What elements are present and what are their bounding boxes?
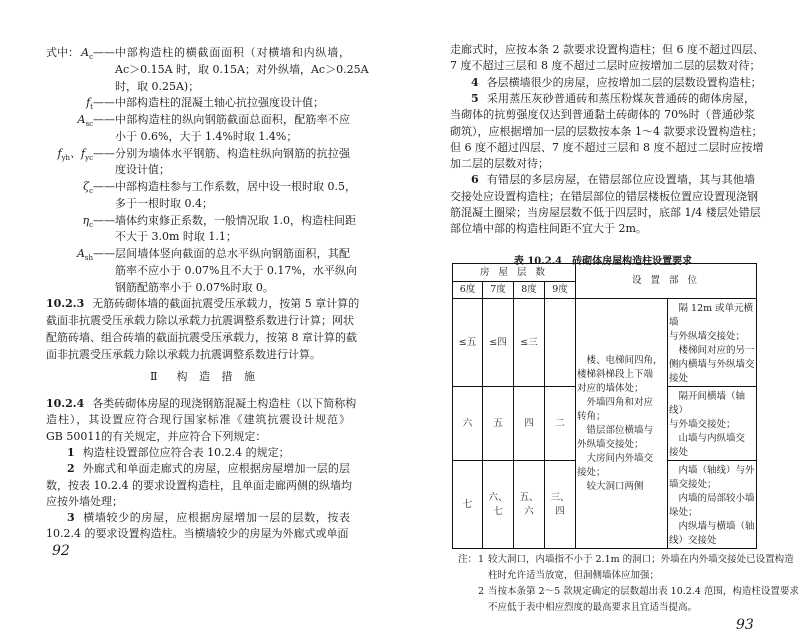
clause-10-2-3-text: 无筋砖砌体墙的截面抗震受压承载力，按第 5 章计算的 <box>92 297 360 311</box>
construction-column-table <box>452 263 757 549</box>
list-item-line <box>67 462 350 476</box>
list-item-line <box>67 446 350 460</box>
note-line: 柱时允许适当放宽，但洞侧墙体应加强； <box>488 570 660 581</box>
common-location-line: 外纵墙交接处； <box>577 438 644 450</box>
list-item-text: 交接处应设置构造柱；在错层部位的错层楼板位置应设置现浇钢 <box>450 189 758 203</box>
list-item-text: 10.2.4 的要求设置构造柱。当横墙较少的房屋为外廊式或单面 <box>46 527 349 541</box>
common-location-line: 楼梯斜梯段上下端 <box>577 368 654 380</box>
clause-10-2-3-text: 截面非抗震受压承载力除以承载力抗震调整系数进行计算；网状 <box>46 314 354 327</box>
list-item-text: 但 6 度不超过四层、7 度不超过三层和 8 度不超过二层时应按增 <box>450 140 764 154</box>
page-number: 93 <box>736 617 754 633</box>
note-number: 1 <box>478 554 485 565</box>
clause-10-2-4-text: 各类砖砌体房屋的现浇钢筋混凝土构造柱（以下简称构 <box>92 397 357 410</box>
clause-10-2-3-text: 面非抗震受压承载力除以承载力抗震调整系数进行计算。 <box>46 347 321 361</box>
floor-count-cell: 五 <box>483 387 514 461</box>
specific-location-line: 内纵墙与横墙（轴 <box>669 521 755 532</box>
table-caption: 表 10.2.4 砖砌体房屋构造柱设置要求 <box>513 256 693 267</box>
definition-line: 分别为墙体水平钢筋、构造柱纵向钢筋的抗拉强 <box>115 146 350 160</box>
floor-count-cell: ≤五 <box>453 299 483 387</box>
specific-location-line: 楼梯间对应的另一 <box>669 345 755 356</box>
specific-location-line: 内墙（轴线）与外 <box>669 465 755 476</box>
specific-location-line: 山墙与内纵墙交 <box>669 433 746 444</box>
floor-count-cell: 二 <box>545 387 576 461</box>
list-item-text: 数，按表 10.2.4 的要求设置构造柱，且单面走廊两侧的纵墙均 <box>46 478 352 492</box>
definition-dash: —— <box>93 180 115 193</box>
list-item-line <box>471 75 762 90</box>
list-item-text: 有错层的多层房屋，在错层部位应设置墙，其与其他墙 <box>486 173 755 187</box>
specific-location-line: 隔 12m 或单元横墙 <box>669 303 754 328</box>
column-header-location: 设 置 部 位 <box>576 264 757 299</box>
list-item-number: 4 <box>471 75 479 89</box>
specific-location-cell <box>668 299 757 387</box>
degree-header: 6度 <box>453 282 483 299</box>
definition-line: 钢筋配筋率小于 0.07%时取 0。 <box>115 280 274 294</box>
specific-location-line: 内墙的局部较小墙 <box>669 493 755 504</box>
specific-location-cell <box>668 461 757 549</box>
symbol-base: η <box>82 213 90 227</box>
specific-location-line: 线）交接处 <box>669 535 717 546</box>
specific-location-line: 接处 <box>669 447 689 458</box>
floor-count-cell: 五、六 <box>514 461 545 549</box>
degree-header: 8度 <box>514 282 545 299</box>
common-location-line: 外墙四角和对应 <box>577 396 654 408</box>
clause-10-2-3-line <box>46 297 360 311</box>
list-item-text: 筋混凝土圈梁；当房屋层数不低于四层时，底部 1/4 楼层处错层 <box>450 206 761 219</box>
note-line: 较大洞口，内墙指不小于 2.1m 的洞口；外墙在内外墙交接处已设置构造 <box>488 554 794 565</box>
specific-location-line: 垛处； <box>669 507 698 518</box>
common-location-line: 错层部位横墙与 <box>577 424 654 436</box>
list-item-line <box>450 157 755 171</box>
floor-count-cell <box>545 299 576 387</box>
list-item-number: 1 <box>67 445 75 459</box>
definition-symbol <box>78 113 93 131</box>
notes-label: 注： <box>458 554 478 565</box>
definition-line: Ac＞0.15A 时，取 0.15A；对外纵墙，Ac＞0.25A <box>115 62 369 76</box>
definition-line: 中部构造柱的纵向钢筋截面总面积，配筋率不应 <box>115 113 350 126</box>
list-item-text: 外廊式和单面走廊式的房屋，应根据房屋增加一层的层 <box>82 462 350 476</box>
degree-header: 7度 <box>483 282 514 299</box>
floor-count-cell: 六 <box>453 387 483 461</box>
list-item-number: 6 <box>471 173 479 187</box>
definition-symbol <box>58 147 94 165</box>
list-item-line <box>450 124 763 139</box>
clause-10-2-3-text: 配筋砖墙、组合砖墙的截面抗震受压承载力，按第 8 章计算的截 <box>46 330 357 344</box>
list-item-line <box>450 222 755 236</box>
list-item-line <box>450 108 755 122</box>
page-number: 92 <box>52 543 70 559</box>
list-item-text: 加二层的层数对待； <box>450 157 549 171</box>
symbol-base: f <box>57 146 62 160</box>
clause-10-2-3-number: 10.2.3 <box>46 297 85 311</box>
common-location-line: 转角； <box>577 410 606 422</box>
common-location-line: 接处； <box>577 466 606 478</box>
note-line: 不应低于表中相应烈度的最高要求且宜适当提高。 <box>488 602 698 613</box>
list-item-line <box>67 511 350 525</box>
definition-line: 筋率不应小于 0.07%且不大于 0.17%，水平纵向 <box>115 263 357 277</box>
definition-dash: —— <box>93 113 115 126</box>
specific-location-line: 隔开间横墙（轴线） <box>669 391 746 416</box>
common-location-cell <box>576 299 668 549</box>
degree-header: 9度 <box>545 282 576 299</box>
definition-line: 中部构造柱参与工作系数，居中设一根时取 0.5， <box>115 180 356 193</box>
list-item-line <box>46 527 350 541</box>
definition-symbol <box>81 46 93 64</box>
floor-count-cell: ≤四 <box>483 299 514 387</box>
list-item-number: 5 <box>471 91 479 105</box>
specific-location-cell <box>668 387 757 461</box>
continuation-line: 走廊式时，应按本条 2 款要求设置构造柱；但 6 度不超过四层、 <box>450 43 764 56</box>
list-item-number: 2 <box>67 462 75 476</box>
continuation-line: 7 度不超过三层和 8 度不超过二层时应按增加二层的层数对待； <box>450 59 761 73</box>
definition-dash: —— <box>93 46 115 59</box>
symbol-base: f <box>86 96 91 110</box>
definition-line: 不大于 3.0m 时取 1.1； <box>115 230 237 244</box>
definition-dash: —— <box>93 213 115 227</box>
list-item-line <box>46 479 350 493</box>
list-item-line <box>46 495 350 509</box>
definition-line: 墙体约束修正系数，一般情况取 1.0，构造柱间距 <box>115 213 356 227</box>
definition-line: 中部构造柱的横截面面积（对横墙和内纵墙， <box>115 46 350 59</box>
common-location-line: 对应的墙体处； <box>577 382 644 394</box>
definition-line: 中部构造柱的混凝土轴心抗拉强度设计值； <box>115 96 324 110</box>
column-header-floors: 房 屋 层 数 <box>453 264 576 282</box>
symbol-base: ζ <box>83 180 90 193</box>
specific-location-line: 侧内横墙与外纵墙交 <box>669 359 755 370</box>
definition-symbol <box>77 247 93 265</box>
symbol-base: A <box>77 113 86 126</box>
list-item-text: 应按外墙处理； <box>46 494 123 508</box>
symbol-subscript: yh <box>61 153 71 162</box>
definition-dash: —— <box>93 247 115 260</box>
list-item-text: 各层横墙很少的房屋，应按增加二层的层数设置构造柱； <box>486 75 762 89</box>
list-item-line <box>471 92 755 106</box>
specific-location-line: 墙交接处； <box>669 479 717 490</box>
definition-dash: —— <box>93 96 115 110</box>
list-item-text: 采用蒸压灰砂普通砖和蒸压粉煤灰普通砖的砌体房屋， <box>486 91 755 105</box>
list-item-text: 部位墙中部的构造柱间距不宜大于 2m。 <box>450 222 647 236</box>
clause-10-2-4-number: 10.2.4 <box>46 397 85 410</box>
definition-line: 小于 0.6%，大于 1.4%时取 1.4%； <box>115 129 298 143</box>
definition-line: 时，取 0.25A)； <box>115 79 200 93</box>
clause-10-2-4-line <box>46 413 350 427</box>
clause-10-2-4-text: 造柱），其设置应符合现行国家标准《建筑抗震设计规范》 <box>46 413 350 427</box>
clause-10-2-3-line <box>46 348 350 362</box>
definition-line: 层间墙体竖向截面的总水平纵向钢筋面积，其配 <box>115 247 350 260</box>
definition-line: 度设计值； <box>115 163 170 177</box>
floor-count-cell: 三、四 <box>545 461 576 549</box>
note-number: 2 <box>478 586 485 597</box>
symbol-subscript: sc <box>85 120 93 129</box>
clause-10-2-4-text: GB 50011的有关规定，并应符合下列规定： <box>46 429 267 443</box>
definition-symbol <box>82 214 93 232</box>
symbol-subscript: c <box>89 187 93 196</box>
clause-10-2-3-line <box>46 330 357 345</box>
list-item-text: 砌筑），应根据增加一层的层数按本条 1～4 款要求设置构造柱； <box>450 124 763 138</box>
clause-10-2-4-line <box>46 397 357 411</box>
common-location-line: 大房间内外墙交 <box>577 452 654 464</box>
floor-count-cell: 六、七 <box>483 461 514 549</box>
common-location-line: 较大洞口两侧 <box>577 480 644 492</box>
note-line: 当按本条第 2～5 款规定确定的层数超出表 10.2.4 范围，构造柱设置要求 <box>488 586 799 597</box>
symbol-subscript: yc <box>85 153 93 162</box>
specific-location-line: 与外墙交接处； <box>669 419 736 430</box>
list-item-text: 横墙较少的房屋，应根据房屋增加一层的层数，按表 <box>82 511 350 525</box>
list-item-line <box>450 140 764 155</box>
definition-symbol <box>83 180 93 198</box>
table-header-row <box>453 264 757 282</box>
list-item-text: 当砌体的抗剪强度仅达到普通黏土砖砌体的 70%时（普通砂浆 <box>450 108 755 122</box>
symbol-subscript: c <box>89 220 93 229</box>
symbol-base: A <box>81 46 90 59</box>
symbol-subscript: sh <box>84 254 93 263</box>
floor-count-cell: 七 <box>453 461 483 549</box>
formula-intro: 式中： <box>46 46 79 59</box>
list-item-line <box>450 206 761 220</box>
symbol-base: 、f <box>70 146 86 160</box>
list-item-number: 3 <box>67 511 75 525</box>
section-heading: Ⅱ 构 造 措 施 <box>150 370 259 383</box>
list-item-line <box>450 189 758 204</box>
specific-location-line: 接处 <box>669 373 689 384</box>
list-item-line <box>471 173 755 187</box>
floor-count-cell: 四 <box>514 387 545 461</box>
definition-dash: —— <box>93 146 115 160</box>
definition-line: 多于一根时取 0.4； <box>115 196 213 210</box>
symbol-subscript: t <box>90 103 93 112</box>
common-location-line: 楼、电梯间四角， <box>577 354 663 366</box>
clause-10-2-4-line <box>46 430 350 444</box>
list-item-text: 构造柱设置部位应符合表 10.2.4 的规定； <box>82 445 290 459</box>
specific-location-line: 与外纵墙交接处； <box>669 331 746 342</box>
definition-symbol <box>86 96 93 114</box>
table-row <box>453 299 757 387</box>
floor-count-cell: ≤三 <box>514 299 545 387</box>
symbol-base: A <box>76 247 85 260</box>
clause-10-2-3-line <box>46 314 354 328</box>
symbol-subscript: c <box>89 53 93 62</box>
